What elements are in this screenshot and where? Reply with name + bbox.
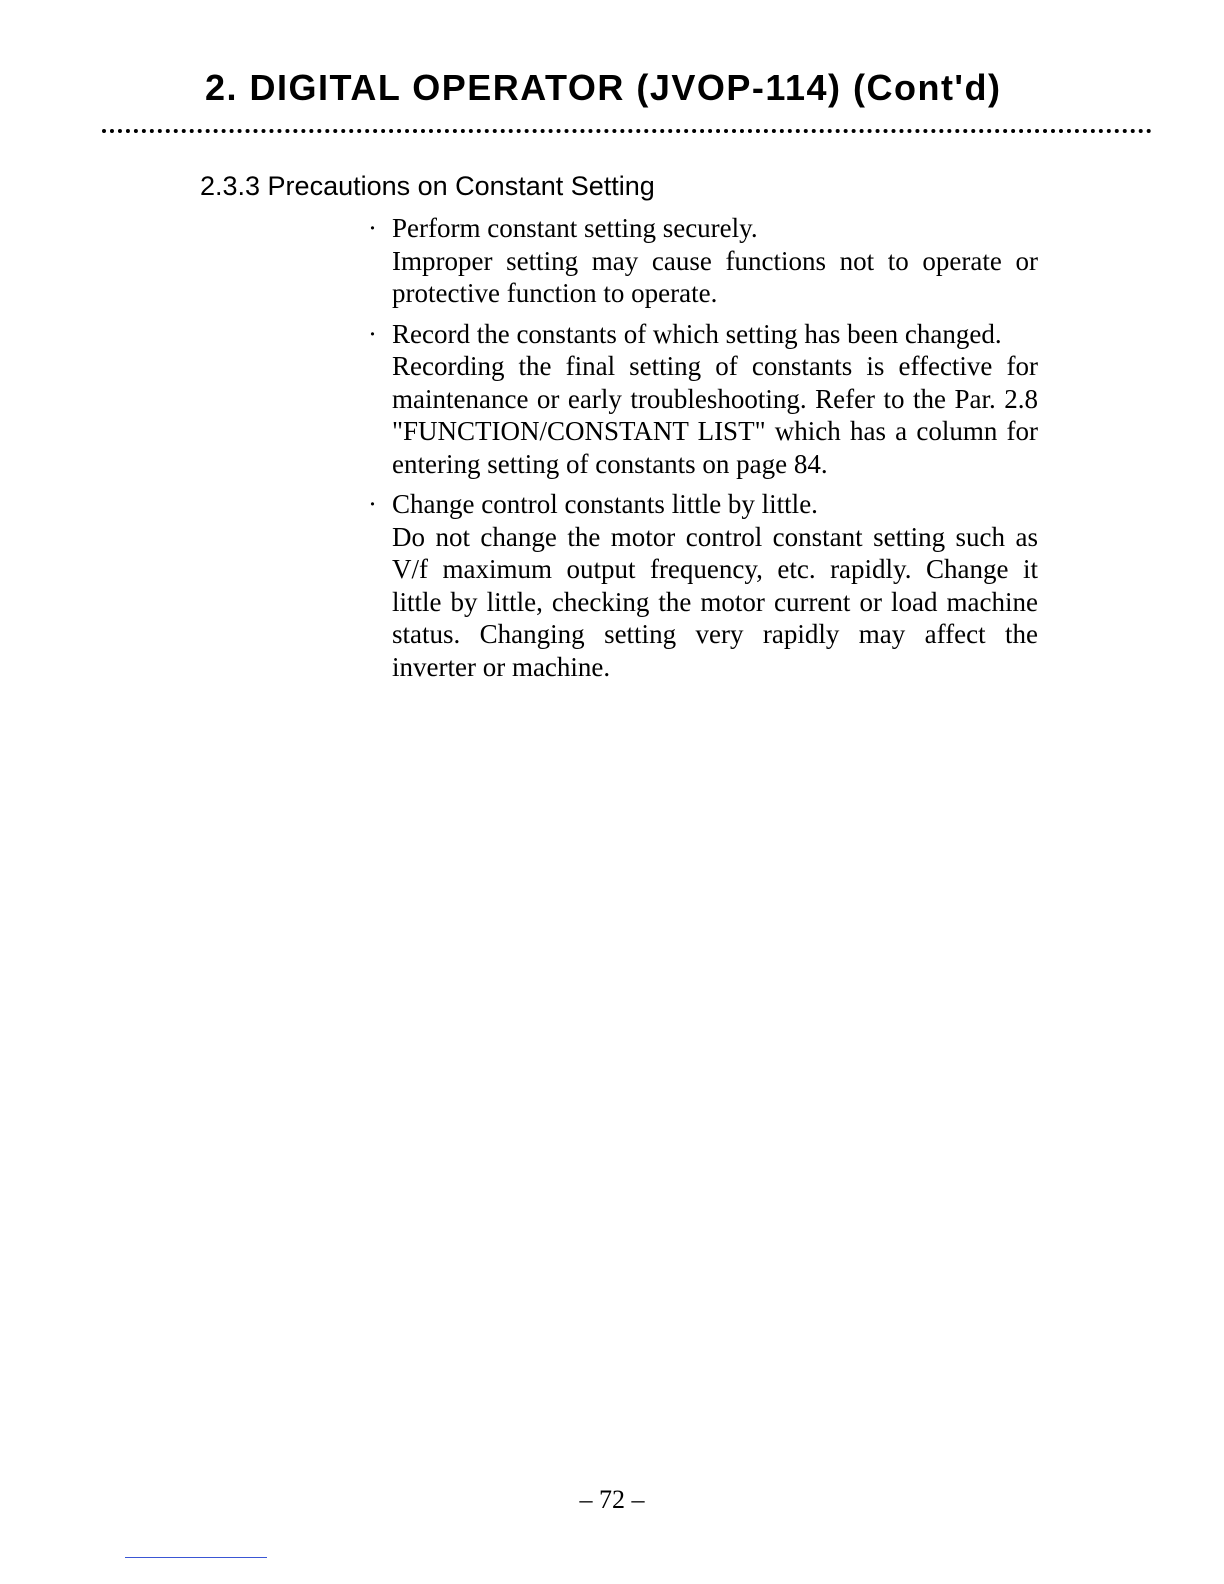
list-item <box>368 212 1038 310</box>
bullet-heading: Record the constants of which setting has been changed. <box>392 318 1002 349</box>
bullet-dot-icon: · <box>368 213 377 243</box>
bullet-heading: Change control constants little by little. <box>392 489 818 519</box>
bullet-heading: Perform constant setting securely. <box>392 213 758 243</box>
bullet-dot-icon: · <box>368 489 377 519</box>
bullet-body: Recording the final setting of constants is effective for maintenance or early troubleshooting. Refer to the Par. 2.8 "FUNCTION/CONSTANT LIST" which has a column for entering setting of constants on page 84. <box>392 351 1038 479</box>
footer-divider <box>125 1557 267 1558</box>
bullet-body: Do not change the motor control constant setting such as V/f maximum output frequency, etc. rapidly. Change it little by little, checking the motor current or load machine status. Changing setting very rapidly may affect the inverter or machine. <box>392 521 1038 682</box>
precautions-list <box>368 212 1038 691</box>
header-divider <box>102 129 1152 133</box>
page-header-title: 2. DIGITAL OPERATOR (JVOP-114) (Cont'd) <box>205 67 1002 108</box>
list-item <box>368 318 1038 481</box>
page-number: – 72 – <box>579 1485 645 1514</box>
bullet-body: Improper setting may cause functions not to operate or protective function to operate. <box>392 245 1038 308</box>
list-item <box>368 488 1038 683</box>
bullet-dot-icon: · <box>368 318 377 349</box>
section-title: 2.3.3 Precautions on Constant Setting <box>200 171 655 201</box>
